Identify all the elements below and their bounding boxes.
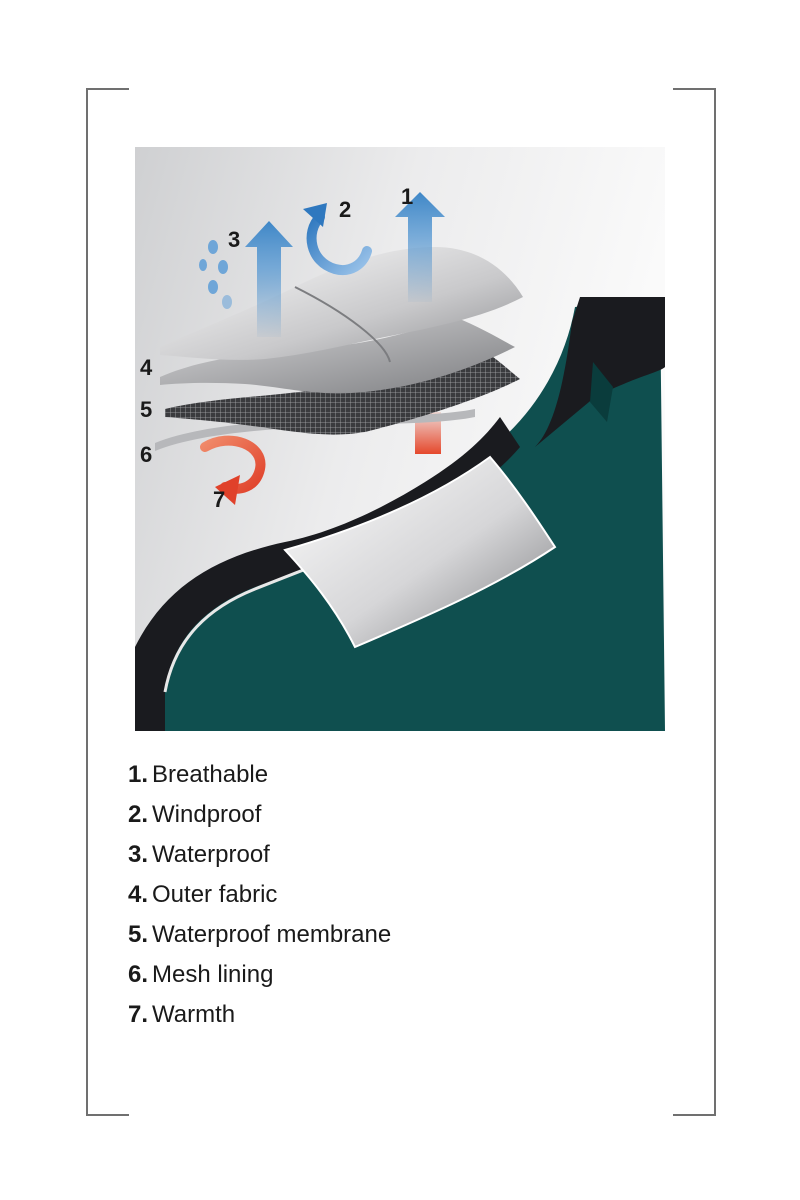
legend-number: 5. <box>128 921 149 948</box>
feature-legend <box>128 755 391 1035</box>
callout-3: 3 <box>228 227 241 252</box>
frame-bracket-left <box>86 88 129 1116</box>
legend-number: 6. <box>128 961 149 988</box>
callout-7: 7 <box>213 487 226 512</box>
legend-label: Warmth <box>152 1001 236 1028</box>
callout-1: 1 <box>401 184 414 209</box>
frame-bracket-right <box>673 88 716 1116</box>
legend-item-mesh-lining <box>128 955 391 995</box>
legend-label: Mesh lining <box>152 961 274 988</box>
legend-item-waterproof-membrane <box>128 915 391 955</box>
legend-item-windproof <box>128 795 391 835</box>
callout-2: 2 <box>339 197 352 222</box>
legend-number: 4. <box>128 881 149 908</box>
legend-number: 2. <box>128 801 149 828</box>
legend-number: 3. <box>128 841 149 868</box>
legend-item-waterproof <box>128 835 391 875</box>
callout-5: 5 <box>140 397 153 422</box>
legend-item-breathable <box>128 755 391 795</box>
callout-4: 4 <box>140 355 153 380</box>
legend-item-warmth <box>128 995 391 1035</box>
legend-number: 1. <box>128 761 149 788</box>
legend-label: Breathable <box>152 761 269 788</box>
legend-item-outer-fabric <box>128 875 391 915</box>
legend-label: Windproof <box>152 801 262 828</box>
callout-6: 6 <box>140 442 153 467</box>
legend-label: Waterproof membrane <box>152 921 392 948</box>
fabric-layers-illustration <box>135 147 665 731</box>
legend-number: 7. <box>128 1001 149 1028</box>
layers-diagram <box>135 147 665 731</box>
legend-label: Outer fabric <box>152 881 278 908</box>
legend-label: Waterproof <box>152 841 270 868</box>
